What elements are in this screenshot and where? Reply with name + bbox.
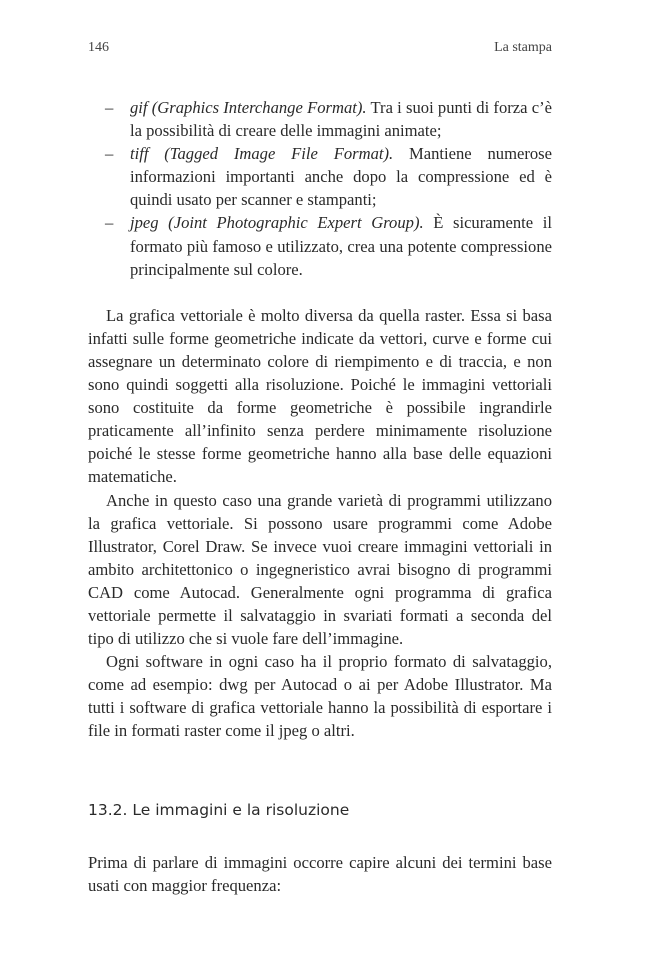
list-item-term: jpeg (Joint Photographic Expert Group). [130, 213, 424, 233]
list-item-gif [88, 96, 552, 142]
section-heading: 13.2. Le immagini e la risoluzione [88, 800, 350, 819]
bullet-dash: – [105, 144, 114, 164]
list-item-term: tiff (Tagged Image File Format). [130, 144, 394, 164]
list-item-text: È sicuramente il formato più famoso e utilizzato, crea una potente compressione principalmente sul colore. [130, 213, 552, 279]
paragraph-vector-programs: Anche in questo caso una grande varietà di programmi utilizzano la grafica vettoriale. Si possono usare programmi come Adobe Illustrator, Corel Draw. Se invece vuoi creare immagini vettoriali in ambito architettonico o ingegneristico avrai bisogno di programmi CAD come Autocad. Generalmente ogni programma di grafica vettoriale permette il salvataggio in svariati formati a seconda del tipo di utilizzo che si vuole fare dell’immagine. [88, 490, 552, 649]
list-item-jpeg [88, 211, 552, 280]
page-number: 146 [88, 40, 109, 55]
running-head [88, 40, 552, 60]
list-item-text: Mantiene numerose informazioni importanti anche dopo la compressione ed è quindi usato per scanner e stampanti; [130, 144, 552, 210]
section-intro: Prima di parlare di immagini occorre capire alcuni dei termini base usati con maggior frequenza: [88, 852, 552, 895]
format-list [88, 96, 552, 281]
paragraph-save-formats: Ogni software in ogni caso ha il proprio formato di salvataggio, come ad esempio: dwg per Autocad o ai per Adobe Illustrator. Ma tutti i software di grafica vettoriale hanno la possibilità di esportare i file in formati raster come il jpeg o altri. [88, 652, 552, 741]
bullet-dash: – [105, 213, 114, 233]
bullet-dash: – [105, 98, 114, 117]
page-content [88, 96, 552, 897]
list-item-tiff [88, 142, 552, 211]
list-item-term: gif (Graphics Interchange Format). [130, 98, 367, 117]
running-title: La stampa [494, 40, 552, 55]
paragraph-vector-graphics: La grafica vettoriale è molto diversa da quella raster. Essa si basa infatti sulle forme geometriche indicate da vettori, curve e forme cui assegnare un determinato colore di riempimento e di traccia, e non sono quindi soggetti alla risoluzione. Poiché le immagini vettoriali sono costituite da forme geometriche è possibile ingrandirle praticamente all’infinito senza perdere minimamente risoluzione poiché le stesse forme geometriche hanno alla base delle equazioni matematiche. [88, 305, 552, 487]
list-item-text: Tra i suoi punti di forza c’è la possibilità di creare delle immagini animate; [130, 98, 552, 141]
